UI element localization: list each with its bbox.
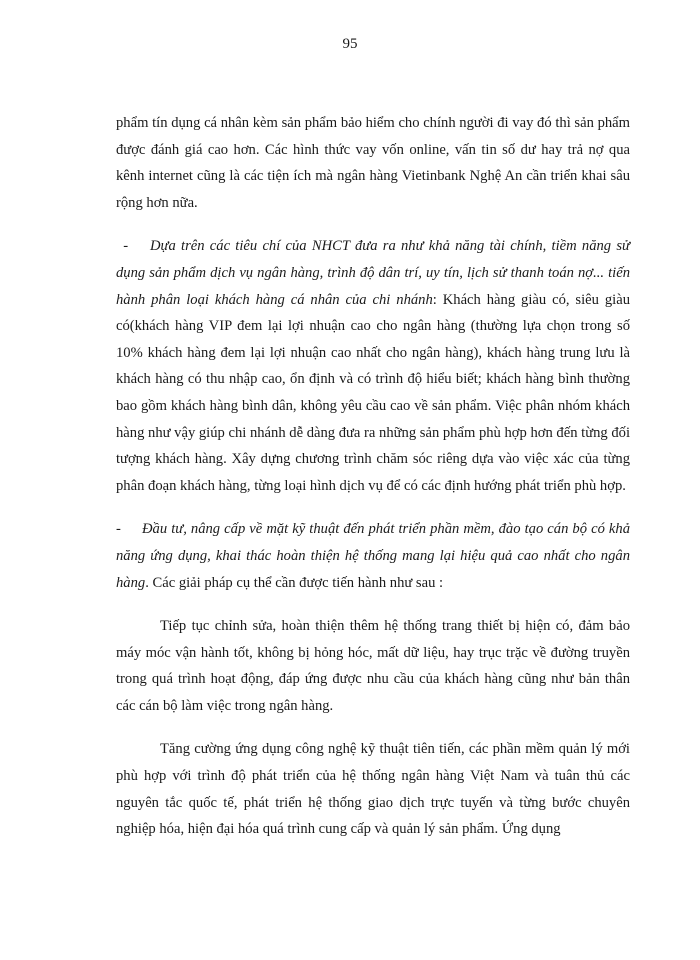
paragraph-equipment: Tiếp tục chỉnh sửa, hoàn thiện thêm hệ thống trang thiết bị hiện có, đảm bảo máy móc vận hành tốt, không bị hỏng hóc, mất dữ liệu, hay trục trặc về đường truyền trong quá trình hoạt động, đáp ứng được nhu cầu của khách hàng cũng như bản thân các cán bộ làm việc trong ngân hàng. [116,618,630,714]
bullet-dash: - [116,521,121,538]
bullet-body-text: : Khách hàng giàu có, siêu giàu có(khách hàng VIP đem lại lợi nhuận cao cho ngân hàng (thường lựa chọn trong số 10% khách hàng đem lại lợi nhuận cao nhất cho ngân hàng), khách hàng trung lưu là khách hàng có thu nhập cao, ổn định và có trình độ hiểu biết; khách hàng bình thường bao gồm khách hàng bình dân, không yêu cầu cao về sản phẩm. Việc phân nhóm khách hàng như vậy giúp chi nhánh dễ dàng đưa ra những sản phẩm phù hợp hơn đến từng đối tượng khách hàng. Xây dựng chương trình chăm sóc riêng dựa vào việc xác của từng phân đoạn khách hàng, từng loại hình dịch vụ để có các định hướng phát triển phù hợp. [116,291,630,494]
bullet-body-text: . Các giải pháp cụ thể cần được tiến hành như sau : [145,574,444,591]
page-number: 95 [342,36,358,52]
paragraph-technology: Tăng cường ứng dụng công nghệ kỹ thuật tiên tiến, các phần mềm quản lý mới phù hợp với trình độ phát triển của hệ thống ngân hàng Việt Nam và tuân thủ các nguyên tắc quốc tế, phát triển hệ thống giao dịch trực tuyến và từng bước chuyên nghiệp hóa, hiện đại hóa quá trình cung cấp và quản lý sản phẩm. Ứng dụng [116,741,630,838]
document-body [116,110,630,860]
bullet-paragraph-customer-classification [116,233,630,499]
bullet-dash: - [123,238,129,255]
bullet-paragraph-technical-upgrade [116,516,630,596]
paragraph-continuation: phẩm tín dụng cá nhân kèm sản phẩm bảo hiểm cho chính người đi vay đó thì sản phẩm được đánh giá cao hơn. Các hình thức vay vốn online, vấn tin số dư hay trả nợ qua kênh internet cũng là các tiện ích mà ngân hàng Vietinbank Nghệ An cần triển khai sâu rộng hơn nữa. [116,115,630,211]
bullet-italic-lead: Đầu tư, nâng cấp về mặt kỹ thuật đến phát triển phần mềm, đào tạo cán bộ có khả năng ứng dụng, khai thác hoàn thiện hệ thống mang lại hiệu quả cao nhất cho ngân hàng [116,521,630,591]
bullet-italic-lead: Dựa trên các tiêu chí của NHCT đưa ra như khả năng tài chính, tiềm năng sử dụng sản phẩm dịch vụ ngân hàng, trình độ dân trí, uy tín, lịch sử thanh toán nợ... tiến hành phân loại khách hàng cá nhân của chi nhánh [116,238,630,308]
